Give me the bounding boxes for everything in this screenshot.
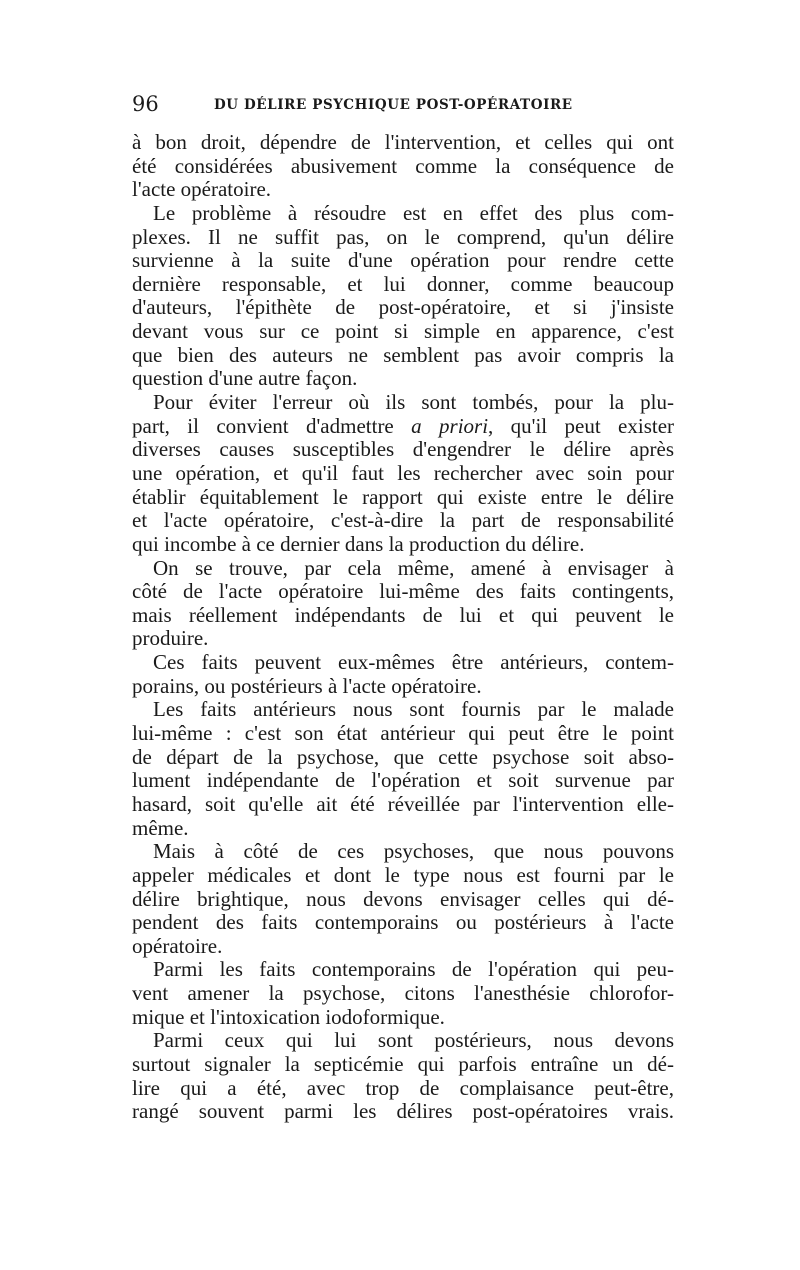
text-line: et l'acte opératoire, c'est-à-dire la part de responsabilité: [132, 508, 674, 533]
text-line: mais réellement indépendants de lui et qui peuvent le: [132, 602, 674, 627]
page-header: [132, 92, 672, 122]
text-line: hasard, soit qu'elle ait été réveillée par l'intervention elle-: [132, 791, 674, 816]
text-line: Le problème à résoudre est en effet des plus com-: [153, 200, 674, 225]
text-line: Parmi les faits contemporains de l'opération qui peu-: [153, 957, 674, 982]
text-line: surtout signaler la septicémie qui parfois entraîne un dé-: [132, 1051, 674, 1076]
text-line: qui incombe à ce dernier dans la production du délire.: [132, 531, 585, 556]
text-line: produire.: [132, 626, 209, 651]
italic-term: a priori: [411, 413, 489, 438]
text-line: pendent des faits contemporains ou postérieurs à l'acte: [132, 910, 674, 935]
text-line: lire qui a été, avec trop de complaisance peut-être,: [132, 1075, 674, 1100]
text-line: lument indépendante de l'opération et soit survenue par: [132, 768, 674, 793]
text-line: rangé souvent parmi les délires post-opératoires vrais.: [132, 1099, 674, 1124]
text-line: à bon droit, dépendre de l'intervention, et celles qui ont: [132, 130, 674, 154]
text-line: diverses causes susceptibles d'engendrer le délire après: [132, 437, 674, 462]
text-line: opératoire.: [132, 933, 223, 958]
text-line: [132, 415, 674, 439]
text-line: l'acte opératoire.: [132, 177, 272, 202]
text-line: survienne à la suite d'une opération pour rendre cette: [132, 248, 674, 273]
text-line: porains, ou postérieurs à l'acte opératoire.: [132, 673, 482, 698]
running-title: DU DÉLIRE PSYCHIQUE POST-OPÉRATOIRE: [214, 97, 573, 113]
text-line: lui-même : c'est son état antérieur qui peut être le point: [132, 721, 674, 746]
text-line: Les faits antérieurs nous sont fournis par le malade: [153, 697, 674, 722]
text-line: même.: [132, 815, 189, 840]
text-line: On se trouve, par cela même, amené à envisager à: [153, 555, 674, 580]
text-line: plexes. Il ne suffit pas, on le comprend, qu'un délire: [132, 224, 674, 249]
text-line: d'auteurs, l'épithète de post-opératoire, et si j'insiste: [132, 295, 674, 320]
page-number: 96: [132, 92, 159, 116]
text-line: Ces faits peuvent eux-mêmes être antérieurs, contem-: [153, 650, 674, 675]
text-line: une opération, et qu'il faut les rechercher avec soin pour: [132, 460, 674, 485]
text-line: de départ de la psychose, que cette psychose soit abso-: [132, 744, 674, 769]
text-segment: , qu'il peut exister: [488, 413, 675, 438]
text-line: question d'une autre façon.: [132, 366, 358, 391]
text-line: été considérées abusivement comme la conséquence de: [132, 153, 674, 178]
text-line: dernière responsable, et lui donner, comme beaucoup: [132, 271, 674, 296]
text-line: mique et l'intoxication iodoformique.: [132, 1004, 445, 1029]
text-line: côté de l'acte opératoire lui-même des faits contingents,: [132, 579, 674, 604]
text-line: délire brightique, nous devons envisager celles qui dé-: [132, 886, 674, 911]
text-line: appeler médicales et dont le type nous est fourni par le: [132, 862, 674, 887]
text-line: Mais à côté de ces psychoses, que nous pouvons: [153, 839, 674, 864]
text-line: devant vous sur ce point si simple en apparence, c'est: [132, 319, 674, 344]
text-line: vent amener la psychose, citons l'anesthésie chlorofor-: [132, 981, 674, 1006]
body-text: [132, 131, 674, 1124]
text-line: que bien des auteurs ne semblent pas avoir compris la: [132, 342, 674, 367]
text-line: établir équitablement le rapport qui existe entre le délire: [132, 484, 674, 509]
text-line: Pour éviter l'erreur où ils sont tombés, pour la plu-: [153, 390, 674, 415]
text-line: Parmi ceux qui lui sont postérieurs, nous devons: [153, 1028, 674, 1053]
text-segment: part, il convient d'admettre: [132, 413, 394, 438]
